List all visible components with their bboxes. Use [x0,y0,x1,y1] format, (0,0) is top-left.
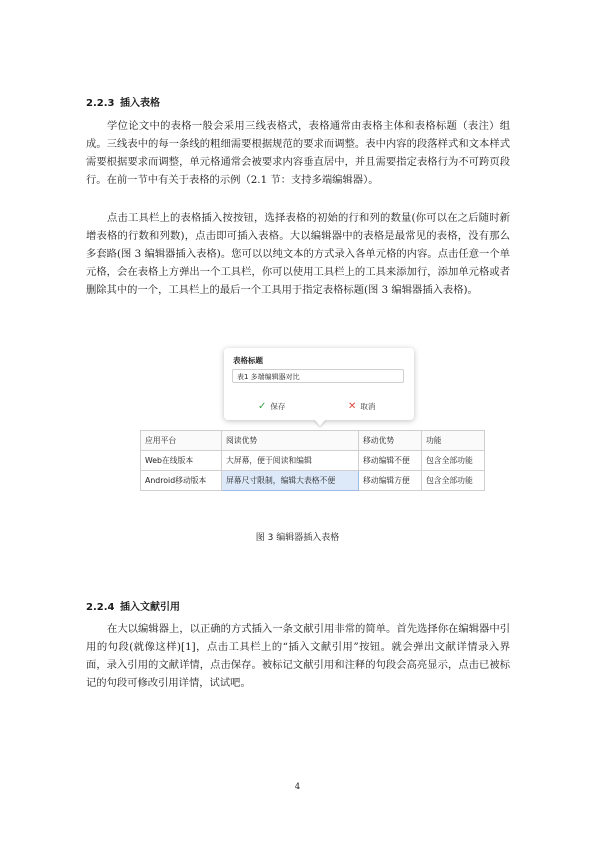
save-label: 保存 [270,402,286,411]
table-cell[interactable]: 包含全部功能 [422,451,485,471]
table-cell[interactable]: Android移动版本 [141,471,222,491]
table-row [141,451,485,471]
popup-title: 表格标题 [233,356,263,365]
table-cell-selected[interactable]: 屏幕尺寸限制，编辑大表格不便 [222,471,359,491]
table-cell[interactable]: 移动编辑不便 [359,451,422,471]
figure-editor-insert-table [140,348,492,498]
table-header-cell[interactable]: 应用平台 [141,431,222,451]
close-icon: ✕ [348,401,357,412]
table-header-cell[interactable]: 阅读优势 [222,431,359,451]
check-icon: ✓ [258,401,267,412]
table-cell[interactable]: 移动编辑方便 [359,471,422,491]
table-header-cell[interactable]: 功能 [422,431,485,451]
figure-caption: 图 3 编辑器插入表格 [255,533,340,543]
paragraph: 在大以编辑器上，以正确的方式插入一条文献引用非常的简单。首先选择你在编辑器中引用的句段(就像这样)[1]，点击工具栏上的“插入文献引用”按钮。就会弹出文献详情录入界面，录入引用的文献详情，点击保存。被标记文献引用和注释的句段会高亮显示，点击已被标记的句段可修改引用详情，试试吧。 [86,623,510,689]
section-number: 2.2.3 [86,98,115,109]
section-title: 插入表格 [120,98,160,109]
table-cell[interactable]: 大屏幕，便于阅读和编辑 [222,451,359,471]
popup-arrow [314,419,326,426]
paragraph: 学位论文中的表格一般会采用三线表格式，表格通常由表格主体和表格标题（表注）组成。三线表中的每一条线的粗细需要根据规范的要求而调整。表中内容的段落样式和文本样式需要根据要求而调整，单元格通常会被要求内容垂直居中，并且需要指定表格行为不可跨页段行。在前一节中有关于表格的示例（2.1 节：支持多端编辑器）。 [86,120,510,186]
caption-input[interactable]: 表1 多端编辑器对比 [232,369,404,383]
paragraph: 点击工具栏上的表格插入按按钮，选择表格的初始的行和列的数量(你可以在之后随时新增表格的行数和列数)，点击即可插入表格。大以编辑器中的表格是最常见的表格，没有那么多套路(图 3 编辑器插入表格)。您可以以纯文本的方式录入各单元格的内容。点击任意一个单元格，会在表格上方弹出一个工具栏，你可以使用工具栏上的工具来添加行，添加单元格或者删除其中的一个，工具栏上的最后一个工具用于指定表格标题(图 3 编辑器插入表格)。 [86,212,510,296]
page-number: 4 [294,782,301,792]
table-header-cell[interactable]: 移动优势 [359,431,422,451]
table-row [141,471,485,491]
table-cell[interactable]: Web在线版本 [141,451,222,471]
section-number: 2.2.4 [86,602,115,613]
table-header-row [141,431,485,451]
cancel-button[interactable] [348,401,375,412]
cancel-label: 取消 [360,402,376,411]
table-cell[interactable]: 包含全部功能 [422,471,485,491]
table-caption-popup [224,348,414,420]
section-title: 插入文献引用 [120,602,180,613]
save-button[interactable] [258,401,285,412]
comparison-table [140,430,485,491]
section-heading-2-2-4 [86,598,180,613]
section-heading-2-2-3 [86,94,160,109]
